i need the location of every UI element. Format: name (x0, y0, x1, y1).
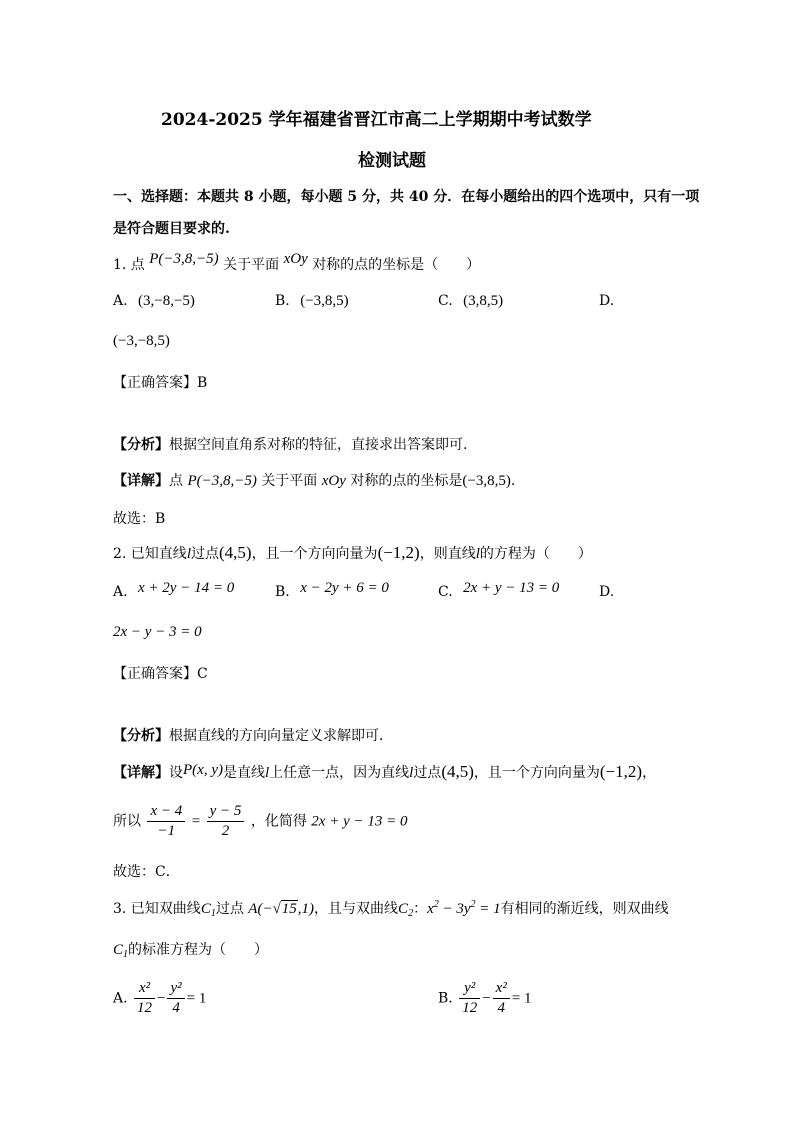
question-1-stem (113, 251, 481, 274)
q2-simplify: ，化简得 (250, 813, 307, 830)
q1-detail-plane: xOy (321, 473, 346, 489)
q1-option-b (275, 293, 349, 310)
q2-mid2: ，且一个方向向量为 (251, 546, 378, 562)
q2-derivation (113, 803, 407, 840)
q1-detail-result: (−3,8,5) (462, 473, 511, 489)
q1-point: P(−3,8,−5) (149, 251, 219, 267)
q3-option-a-label: A. (113, 990, 128, 1007)
q1-analysis (113, 434, 467, 454)
q3-c1-line2: $C_1$ (113, 942, 129, 960)
q3-c2: $C_2$ (398, 901, 414, 919)
q2-vector: (−1,2) (377, 543, 420, 562)
q3-mid1: 过点 (215, 901, 244, 917)
q1-detail-mid: 关于平面 (261, 473, 318, 489)
q3-mid3: 有相同的渐近线，则双曲线 (500, 901, 669, 917)
q1-option-c-label: C. (438, 293, 453, 309)
q2-mid1: 过点 (190, 546, 219, 562)
q1-option-d-label: D. (599, 293, 615, 309)
q3-c1: $C_1$ (200, 901, 216, 919)
q2-option-d-value: 2x − y − 3 = 0 (113, 624, 202, 640)
q3-option-b-minus: − (482, 990, 491, 1007)
q2-so: 所以 (113, 813, 141, 830)
q1-plane: xOy (283, 251, 308, 267)
q2-option-a-value: x + 2y − 14 = 0 (138, 580, 235, 596)
q2-detail-label: 【详解】 (113, 765, 169, 781)
q2-analysis-text: 根据直线的方向向量定义求解即可． (169, 728, 393, 744)
q1-detail-post: 对称的点的坐标是 (350, 473, 463, 489)
q1-detail-pre: 点 (169, 473, 183, 489)
q1-option-a-value: (3,−8,−5) (138, 293, 195, 309)
q3-option-a-minus: − (157, 990, 166, 1007)
q2-point: (4,5) (218, 543, 252, 562)
q1-analysis-label: 【分析】 (113, 437, 169, 453)
q2-analysis (113, 725, 393, 745)
q2-detail-point: (4,5) (441, 762, 474, 781)
q1-answer: 【正确答案】B (113, 375, 208, 391)
q2-option-a-label: A. (113, 584, 128, 600)
q2-detail-l: l (264, 765, 270, 781)
q3-mid2: ，且与双曲线 (314, 901, 399, 917)
page-subtitle: 检测试题 (358, 151, 426, 171)
q2-option-c-value: 2x + y − 13 = 0 (463, 580, 560, 596)
q3-number: 3. 已知双曲线 (113, 901, 201, 917)
q3-option-b-frac1: $\frac{\text{y²}}{12}$ (459, 980, 480, 1017)
section-header-line1: 一、选择题：本题共 8 小题，每小题 5 分，共 40 分．在每小题给出的四个选项中，只有一项 (113, 189, 700, 205)
q2-fraction-1-numerator: x − 4 (147, 803, 185, 822)
q3-option-b-eq: = 1 (511, 990, 532, 1007)
q2-analysis-label: 【分析】 (113, 728, 169, 744)
q2-result: 2x + y − 13 = 0 (311, 813, 408, 830)
q1-option-b-value: (−3,8,5) (300, 293, 349, 309)
q2-fraction-1-denominator: −1 (157, 823, 176, 839)
q1-option-c (438, 293, 503, 310)
q2-line-symbol: l (186, 546, 191, 562)
q1-option-b-label: B. (275, 293, 290, 309)
q2-detail-vector: (−1,2) (599, 762, 643, 781)
q1-option-d-value: (−3,−8,5) (113, 333, 170, 349)
q1-detail (113, 470, 515, 490)
q2-detail-6: ， (642, 765, 657, 781)
q2-tail: 的方程为（ ） (479, 546, 592, 562)
q2-choice: 故选：C． (113, 864, 180, 880)
q1-mid: 关于平面 (223, 257, 280, 273)
q1-option-c-value: (3,8,5) (463, 293, 504, 309)
q1-detail-label: 【详解】 (113, 473, 169, 489)
question-3-stem (113, 898, 669, 919)
q2-number: 2. 已知直线 (113, 546, 187, 562)
q2-fraction-2-numerator: y − 5 (207, 803, 245, 822)
q2-detail-4: 过点 (413, 765, 442, 781)
q1-tail: 对称的点的坐标是（ ） (312, 257, 481, 273)
q1-detail-point: P(−3,8,−5) (187, 473, 257, 489)
q2-option-a (113, 580, 235, 601)
q2-option-b-label: B. (275, 584, 290, 600)
q2-detail-3: 上任意一点，因为直线 (269, 765, 410, 781)
q3-option-a-eq: = 1 (186, 990, 207, 1007)
q1-analysis-text: 根据空间直角系对称的特征，直接求出答案即可. (169, 437, 468, 453)
q2-detail-P: P(x, y) (183, 762, 223, 778)
q2-option-c-label: C. (438, 584, 453, 600)
q3-option-a (113, 980, 206, 1017)
q3-option-b-frac2: $\frac{\text{x²}}{4}$ (493, 980, 510, 1017)
q3-option-a-frac2: $\frac{\text{y²}}{4}$ (167, 980, 184, 1017)
question-2-stem (113, 543, 592, 563)
q3-option-b-label: B. (438, 990, 453, 1007)
q2-detail-l-2: l (409, 765, 414, 781)
q2-detail (113, 762, 656, 782)
q3-colon: ： (413, 901, 428, 917)
q3-c2-equation: $x^2 - 3y^2 = 1$ (427, 899, 501, 917)
q2-option-b-value: x − 2y + 6 = 0 (300, 580, 389, 596)
q2-mid3: ，则直线 (419, 546, 476, 562)
q2-detail-5: ，且一个方向向量为 (473, 765, 600, 781)
q2-option-b (275, 580, 389, 601)
q2-option-c (438, 580, 560, 601)
q2-detail-1: 设 (169, 765, 183, 781)
q2-option-d-label: D. (599, 584, 615, 600)
q3-option-a-frac1: $\frac{\text{x²}}{12}$ (134, 980, 155, 1017)
q1-option-a (113, 293, 195, 310)
q2-detail-2: 是直线 (222, 765, 265, 781)
q3-stem-line2 (113, 939, 268, 960)
page-title: 2024-2025 学年福建省晋江市高二上学期期中考试数学 (161, 110, 592, 130)
q2-answer: 【正确答案】C (113, 666, 208, 682)
q1-number: 1. 点 (113, 257, 145, 273)
q1-option-a-label: A. (113, 293, 128, 309)
section-header-line2: 是符合题目要求的. (113, 221, 230, 237)
q1-detail-end: . (510, 473, 516, 489)
q2-line-symbol-2: l (475, 546, 480, 562)
q3-option-b (438, 980, 532, 1017)
q2-fraction-2 (207, 803, 245, 840)
q2-equals: = (191, 813, 201, 830)
q2-fraction-1 (147, 803, 185, 840)
q1-choice: 故选：B (113, 511, 166, 527)
q3-line2-tail: 的标准方程为（ ） (128, 942, 269, 958)
q2-fraction-2-denominator: 2 (221, 823, 230, 839)
q3-point-a: A(−√15,1) (248, 901, 315, 917)
